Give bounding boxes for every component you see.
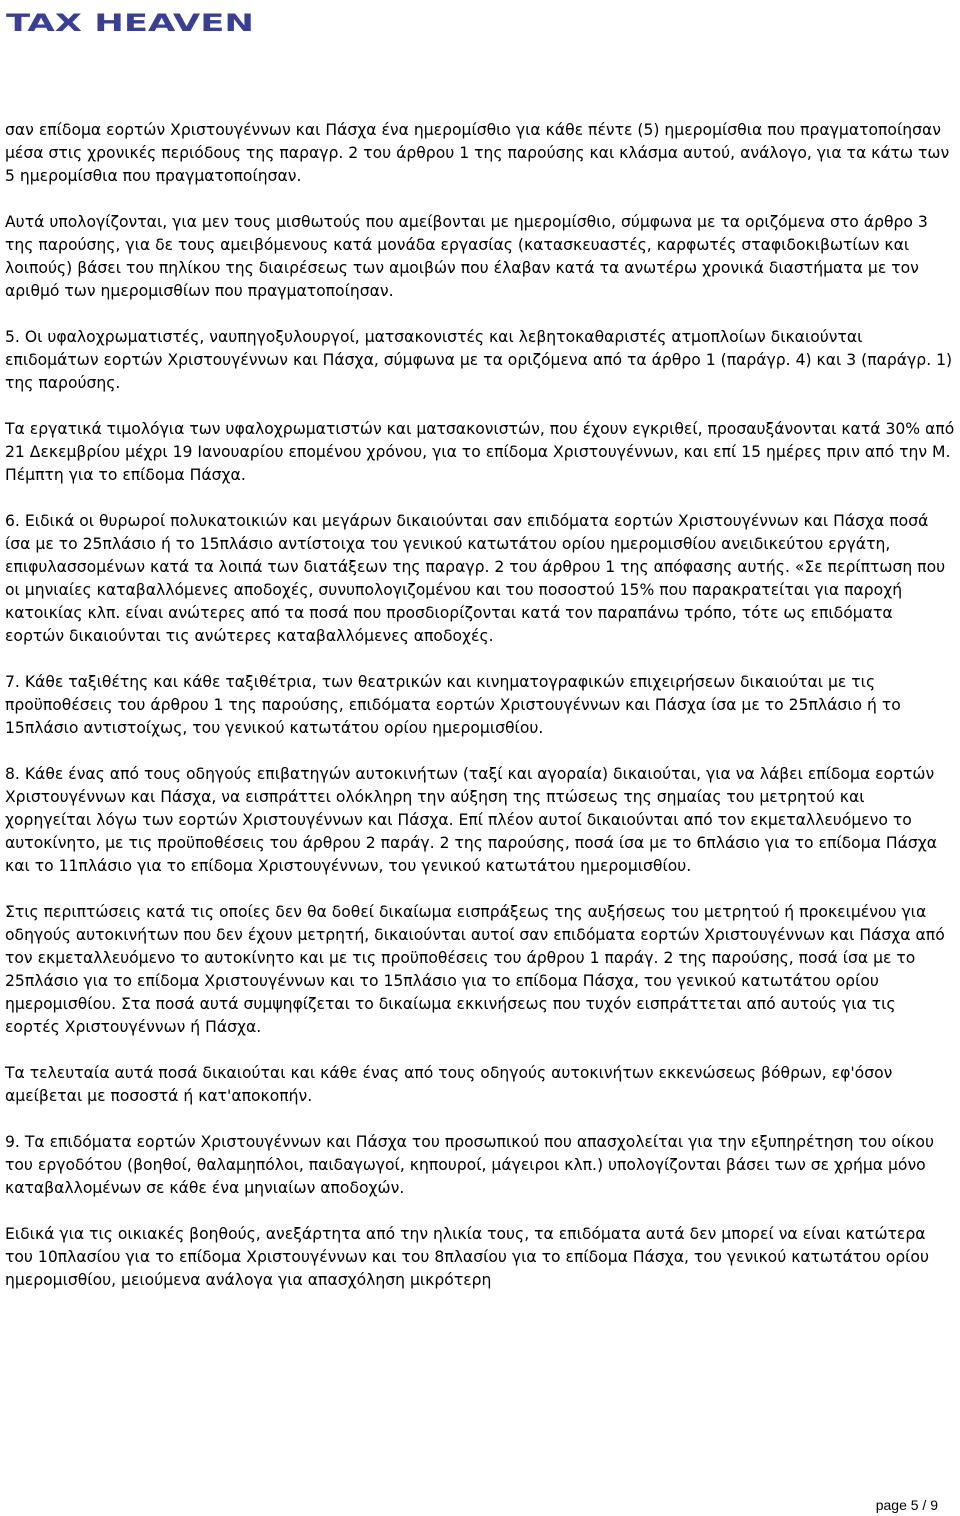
- tax-heaven-logo: [6, 8, 256, 36]
- paragraph-item-6: 6. Ειδικά οι θυρωροί πολυκατοικιών και μεγάρων δικαιούνται σαν επιδόματα εορτών Χριστουγέννων και Πάσχα ποσά ίσα με το 25πλάσιο ή το 15πλάσιο αντίστοιχα του γενικού κατωτάτου ορίου ημερομισθίου ανειδικεύτου εργάτη, επιφυλασσομένων κατά τα λοιπά των διατάξεων της παραγρ. 2 του άρθρου 1 της απόφασης αυτής. «Σε περίπτωση που οι μηνιαίες καταβαλλόμενες αποδοχές, συνυπολογιζομένου και του ποσοστού 15% που παρακρατείται για παροχή κατοικίας κλπ. είναι ανώτερες από τα ποσά που προσδιορίζονται κατά τον παραπάνω τρόπο, τότε ως επιδόματα εορτών δικαιούνται τις ανώτερες καταβαλλόμενες αποδοχές.: [5, 512, 946, 645]
- paragraph-calculation: Αυτά υπολογίζονται, για μεν τους μισθωτούς που αμείβονται με ημερομίσθιο, σύμφωνα με τα οριζόμενα στο άρθρο 3 της παρούσης, για δε τους αμειβόμενους κατά μονάδα εργασίας (κατασκευαστές, καρφωτές σταφιδοκιβωτίων και λοιπούς) βάσει του πηλίκου της διαιρέσεως των αμοιβών που έλαβαν κατά τα ανωτέρω χρονικά διαστήματα με τον αριθμό των ημερομισθίων που πραγματοποίησαν.: [5, 213, 928, 300]
- paragraph-item-5: 5. Οι υφαλοχρωματιστές, ναυπηγοξυλουργοί, ματσακονιστές και λεβητοκαθαριστές ατμοπλοίων δικαιούνται επιδομάτων εορτών Χριστουγέννων και Πάσχα, σύμφωνα με τα οριζόμενα από τα άρθρο 1 (παράγρ. 4) και 3 (παράγρ. 1) της παρούσης.: [5, 328, 953, 392]
- paragraph-domestic-helpers: Ειδικά για τις οικιακές βοηθούς, ανεξάρτητα από την ηλικία τους, τα επιδόματα αυτά δεν μπορεί να είναι κατώτερα του 10πλασίου για το επίδομα Χριστουγέννων και του 8πλασίου για το επίδομα Πάσχα, του γενικού κατωτάτου ορίου ημερομισθίου, μειούμενα ανάλογα για απασχόληση μικρότερη: [5, 1225, 929, 1289]
- page-number: page 5 / 9: [875, 1497, 938, 1513]
- paragraph-continuation: σαν επίδομα εορτών Χριστουγέννων και Πάσχα ένα ημερομίσθιο για κάθε πέντε (5) ημερομίσθια που πραγματοποίησαν μέσα στις χρονικές περιόδους της παραγρ. 2 του άρθρου 1 της παρούσης και κλάσμα αυτού, ανάλογο, για τα κάτω των 5 ημερομίσθια που πραγματοποίησαν.: [5, 121, 950, 185]
- paragraph-item-8: 8. Κάθε ένας από τους οδηγούς επιβατηγών αυτοκινήτων (ταξί και αγοραία) δικαιούται, για να λάβει επίδομα εορτών Χριστουγέννων και Πάσχα, να εισπράττει ολόκληρη την αύξηση της πτώσεως της σημαίας του μετρητού και χορηγείται λόγω των εορτών Χριστουγέννων και Πάσχα. Επί πλέον αυτοί δικαιούνται από τον εκμεταλλευόμενο το αυτοκίνητο, με τις προϋποθέσεις του άρθρου 2 παράγ. 2 της παρούσης, ποσά ίσα με το 6πλάσιο για το επίδομα Πάσχα και το 11πλάσιο για το επίδομα Χριστουγέννων, του γενικού κατωτάτου ημερομισθίου.: [5, 765, 938, 875]
- paragraph-item-9: 9. Τα επιδόματα εορτών Χριστουγέννων και Πάσχα του προσωπικού που απασχολείται για την εξυπηρέτηση του οίκου του εργοδότου (βοηθοί, θαλαμηπόλοι, παιδαγωγοί, κηπουροί, μάγειροι κλπ.) υπολογίζονται βάσει των σε χρήμα μόνο καταβαλλομένων σε κάθε ένα μηνιαίων αποδοχών.: [5, 1133, 934, 1197]
- logo-text: TAX HEAVEN: [6, 9, 254, 36]
- paragraph-meter-cases: Στις περιπτώσεις κατά τις οποίες δεν θα δοθεί δικαίωμα εισπράξεως της αυξήσεως του μετρητού ή προκειμένου για οδηγούς αυτοκινήτων που δεν έχουν μετρητή, δικαιούνται αυτοί σαν επιδόματα εορτών Χριστουγέννων και Πάσχα από τον εκμεταλλευόμενο το αυτοκίνητο και με τις προϋποθέσεις του άρθρου 1 παράγ. 2 της παρούσης, ποσά ίσα με το 25πλάσιο για το επίδομα Χριστουγέννων και το 15πλάσιο για το επίδομα Πάσχα, του γενικού κατωτάτου ορίου ημερομισθίου. Στα ποσά αυτά συμψηφίζεται το δικαίωμα εκκινήσεως που τυχόν εισπράττεται από αυτούς για τις εορτές Χριστουγέννων ή Πάσχα.: [5, 903, 945, 1036]
- paragraph-cesspit-drivers: Τα τελευταία αυτά ποσά δικαιούται και κάθε ένας από τους οδηγούς αυτοκινήτων εκκενώσεως βόθρων, εφ'όσον αμείβεται με ποσοστά ή κατ'αποκοπήν.: [5, 1064, 893, 1105]
- document-body: [5, 119, 955, 1292]
- paragraph-tariffs: Τα εργατικά τιμολόγια των υφαλοχρωματιστών και ματσακονιστών, που έχουν εγκριθεί, προσαυξάνονται κατά 30% από 21 Δεκεμβρίου μέχρι 19 Ιανουαρίου επομένου χρόνου, για το επίδομα Χριστουγέννων, και επί 15 ημέρες πριν από την Μ. Πέμπτη για το επίδομα Πάσχα.: [5, 420, 955, 484]
- paragraph-item-7: 7. Κάθε ταξιθέτης και κάθε ταξιθέτρια, των θεατρικών και κινηματογραφικών επιχειρήσεων δικαιούται με τις προϋποθέσεις του άρθρου 1 της παρούσης, επιδόματα εορτών Χριστουγέννων και Πάσχα ίσα με το 25πλάσιο ή το 15πλάσιο αντιστοίχως, του γενικού κατωτάτου ορίου ημερομισθίου.: [5, 673, 901, 737]
